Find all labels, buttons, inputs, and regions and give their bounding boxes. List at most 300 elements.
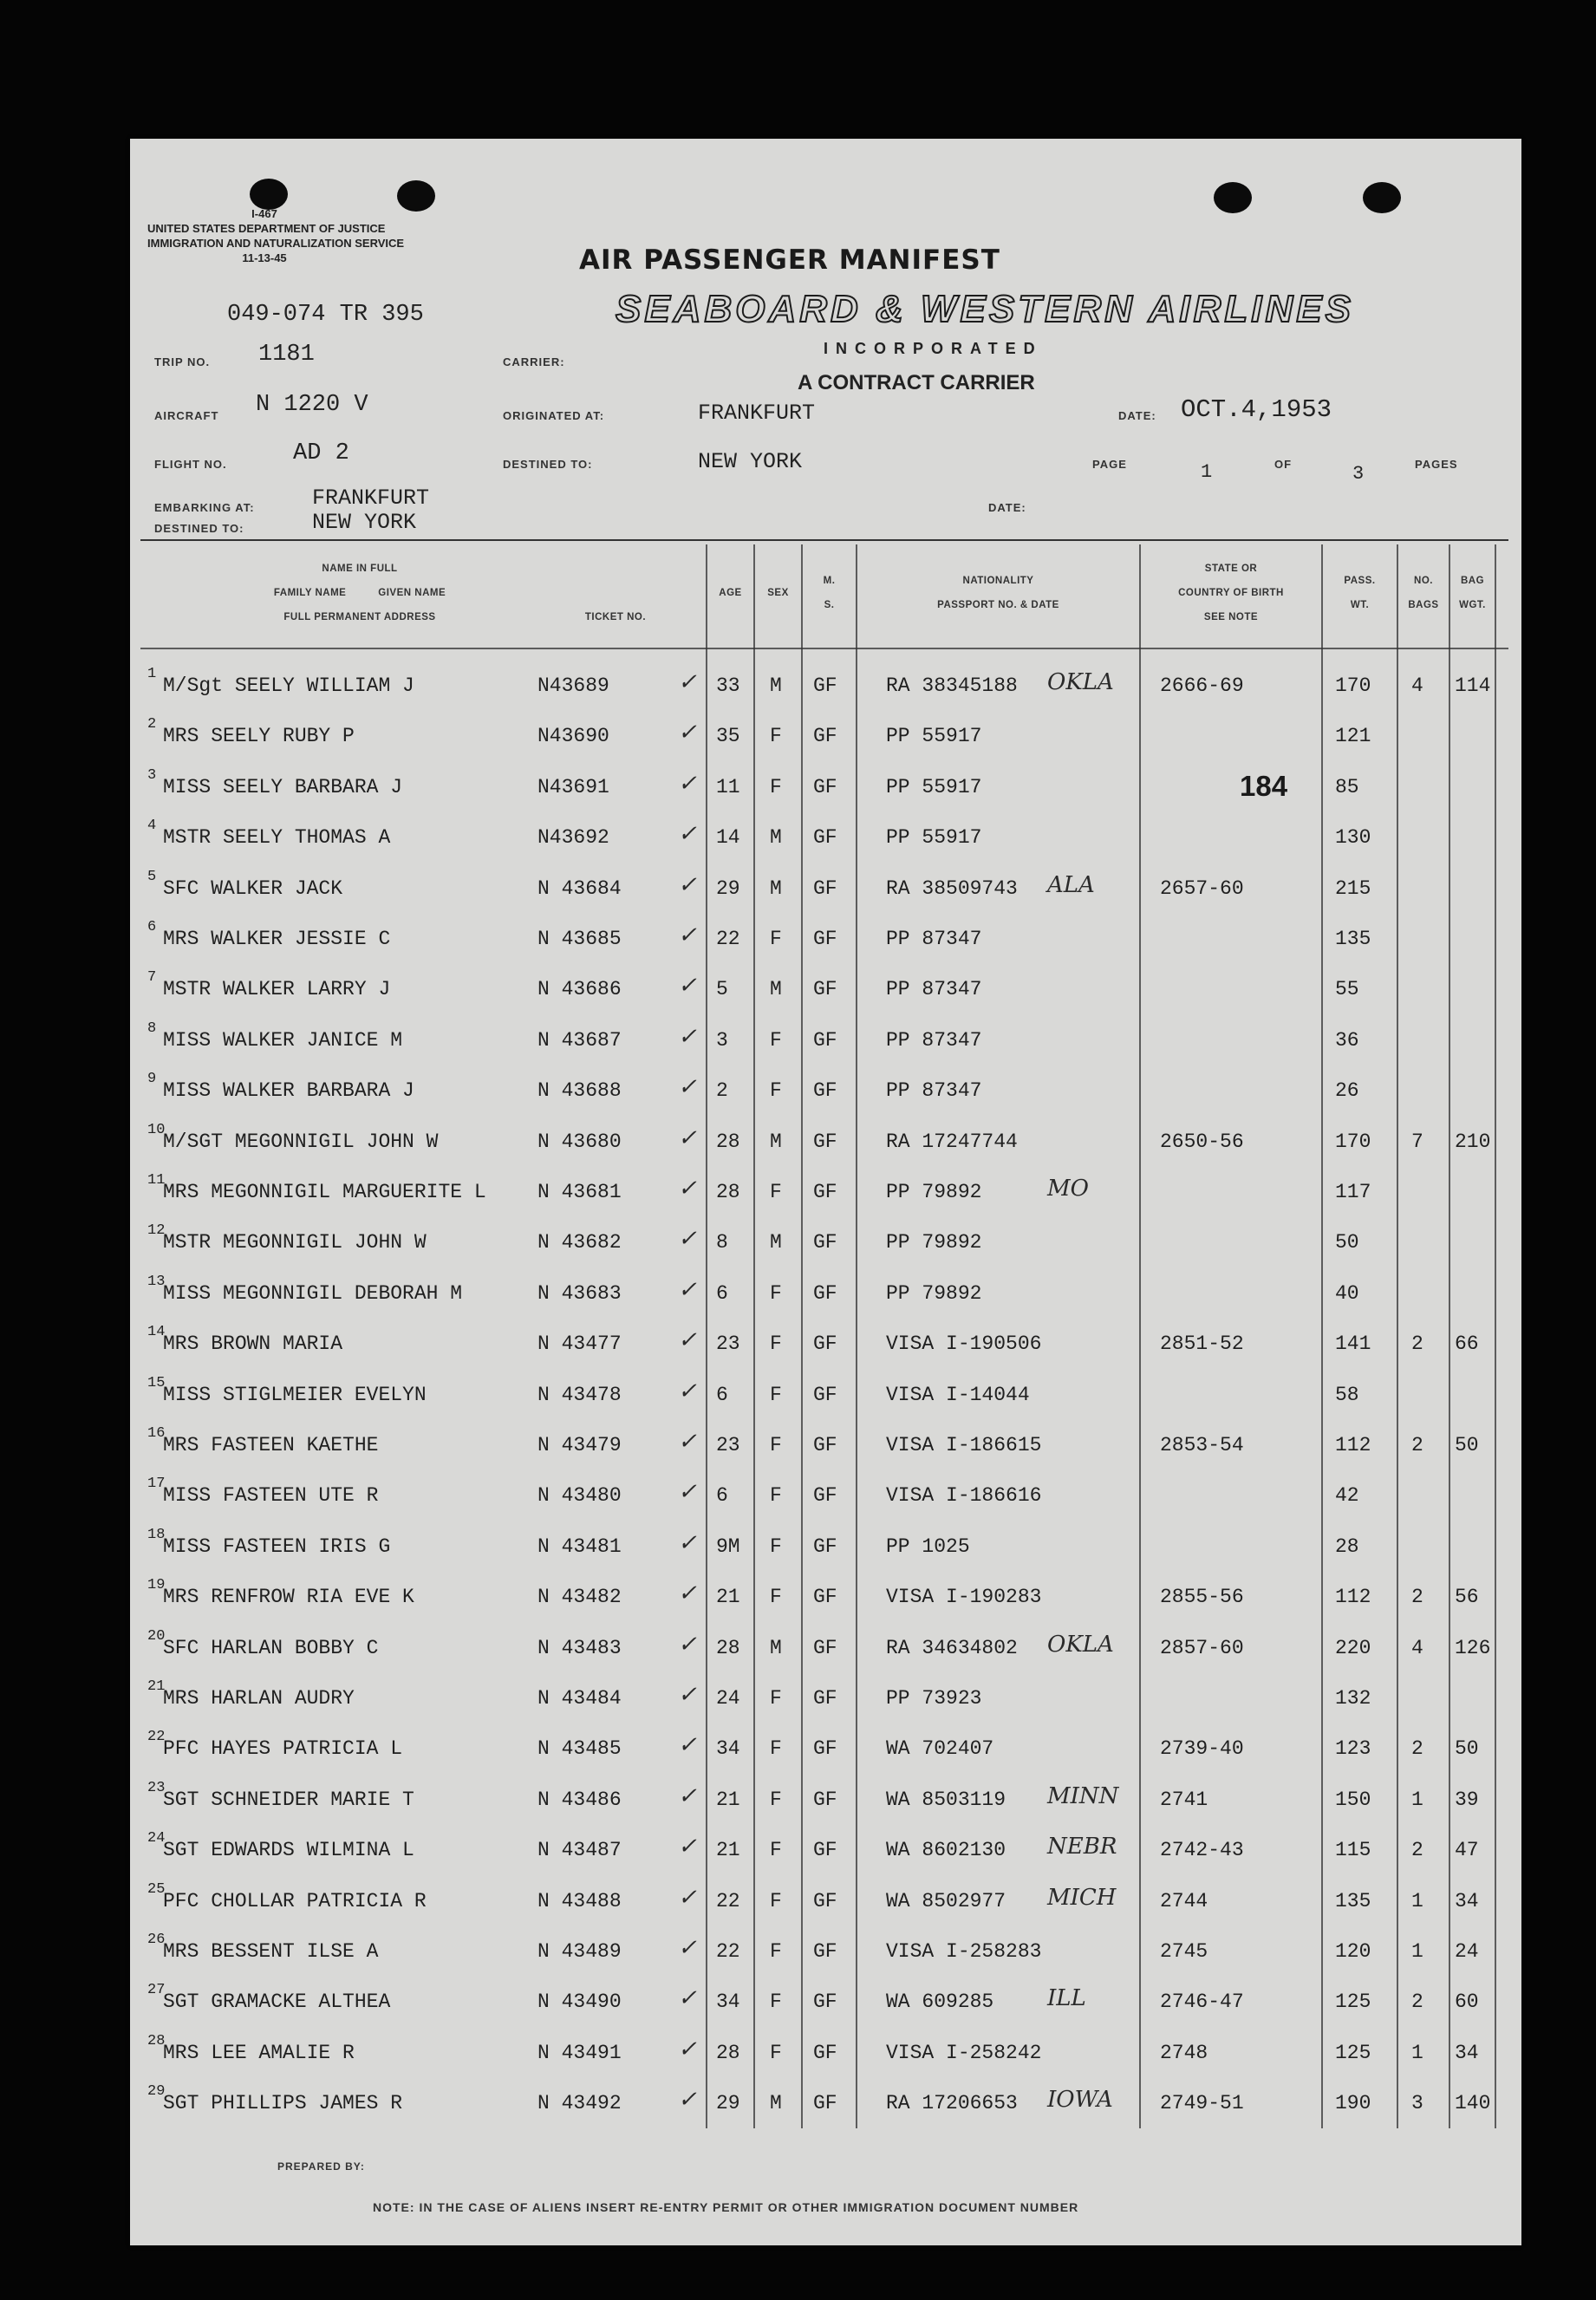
check-mark-icon: ✓ — [678, 1529, 697, 1556]
sex: M — [770, 674, 782, 697]
passenger-name: MRS FASTEEN KAETHE — [163, 1434, 379, 1456]
embarking-at-value: FRANKFURT — [312, 485, 430, 511]
sex: M — [770, 1231, 782, 1254]
passenger-name: SGT EDWARDS WILMINA L — [163, 1839, 414, 1862]
passport-number: VISA I-186615 — [886, 1434, 1042, 1456]
ticket-number: N 43684 — [537, 876, 622, 900]
passenger-weight: 58 — [1335, 1383, 1359, 1406]
row-number: 29 — [147, 2083, 166, 2101]
check-mark-icon: ✓ — [678, 1682, 697, 1708]
col-header-ms-line2: S. — [824, 600, 835, 610]
sex: F — [770, 1332, 782, 1356]
sex: F — [770, 1586, 782, 1609]
passenger-name: MISS MEGONNIGIL DEBORAH M — [163, 1281, 463, 1305]
passport-number: PP 79892 — [886, 1231, 982, 1254]
passenger-name: SFC WALKER JACK — [163, 876, 343, 900]
marital-status: GF — [813, 1586, 837, 1609]
bag-weight: 114 — [1455, 674, 1491, 697]
row-number: 25 — [147, 1880, 166, 1898]
check-mark-icon: ✓ — [678, 1124, 697, 1151]
of-pages-value: 3 — [1352, 463, 1365, 485]
birth-record: 2666-69 — [1160, 674, 1244, 697]
bag-count: 2 — [1411, 1737, 1423, 1761]
passenger-weight: 40 — [1335, 1281, 1359, 1305]
row-number: 20 — [147, 1627, 166, 1645]
birth-record: 2742-43 — [1160, 1839, 1244, 1862]
passenger-weight: 36 — [1335, 1028, 1359, 1052]
row-number: 19 — [147, 1577, 166, 1594]
passenger-name: MISS FASTEEN UTE R — [163, 1484, 379, 1508]
passenger-name: MRS HARLAN AUDRY — [163, 1687, 355, 1710]
ticket-number: N 43478 — [537, 1383, 622, 1406]
check-mark-icon: ✓ — [678, 669, 697, 695]
handwritten-state: ILL — [1047, 1985, 1086, 2012]
passenger-weight: 125 — [1335, 1991, 1371, 2014]
row-number: 5 — [147, 868, 157, 885]
marital-status: GF — [813, 1889, 837, 1912]
aircraft-label: AIRCRAFT — [154, 409, 219, 422]
bag-weight: 34 — [1455, 2041, 1479, 2064]
passenger-weight: 141 — [1335, 1332, 1371, 1356]
passenger-weight: 112 — [1335, 1586, 1371, 1609]
passenger-weight: 112 — [1335, 1434, 1371, 1456]
passenger-weight: 170 — [1335, 1130, 1371, 1153]
sex: F — [770, 1687, 782, 1710]
row-number: 15 — [147, 1374, 166, 1391]
bag-weight: 50 — [1455, 1434, 1479, 1456]
embarking-at-label: EMBARKING AT: — [154, 501, 255, 514]
sex: M — [770, 1636, 782, 1659]
page-label: PAGE — [1092, 458, 1127, 471]
age: 28 — [716, 1181, 740, 1203]
ticket-number: N 43685 — [537, 928, 622, 950]
col-header-sex: SEX — [767, 588, 789, 598]
bag-count: 1 — [1411, 1940, 1423, 1963]
contract-carrier-label: A CONTRACT CARRIER — [798, 371, 1035, 394]
page-value: 1 — [1201, 461, 1213, 483]
ticket-number: N 43683 — [537, 1281, 622, 1305]
check-mark-icon: ✓ — [678, 770, 697, 797]
passenger-name: MRS LEE AMALIE R — [163, 2041, 355, 2064]
col-header-name — [217, 557, 503, 629]
check-mark-icon: ✓ — [678, 1479, 697, 1506]
passport-number: VISA I-190506 — [886, 1332, 1042, 1356]
birth-record: 2657-60 — [1160, 876, 1244, 900]
sex: F — [770, 1281, 782, 1305]
passenger-weight: 132 — [1335, 1687, 1371, 1710]
check-mark-icon: ✓ — [678, 821, 697, 848]
handwritten-state: MICH — [1047, 1884, 1117, 1911]
col-header-bag-wt — [1449, 569, 1495, 617]
sex: F — [770, 1434, 782, 1456]
bag-count: 2 — [1411, 1991, 1423, 2014]
of-label: OF — [1274, 458, 1293, 471]
passport-number: PP 1025 — [886, 1534, 970, 1558]
marital-status: GF — [813, 1130, 837, 1153]
bag-count: 2 — [1411, 1586, 1423, 1609]
passenger-name: MSTR MEGONNIGIL JOHN W — [163, 1231, 427, 1254]
age: 34 — [716, 1737, 740, 1761]
age: 9M — [716, 1534, 740, 1558]
age: 24 — [716, 1687, 740, 1710]
passenger-name: M/SGT MEGONNIGIL JOHN W — [163, 1130, 439, 1153]
date-value: OCT.4,1953 — [1181, 395, 1332, 424]
row-number: 1 — [147, 666, 157, 682]
col-header-nationality-line1: NATIONALITY — [962, 576, 1034, 586]
passenger-name: M/Sgt SEELY WILLIAM J — [163, 674, 414, 697]
sex: M — [770, 978, 782, 1001]
check-mark-icon: ✓ — [678, 1074, 697, 1101]
marital-status: GF — [813, 2041, 837, 2064]
bag-weight: 24 — [1455, 1940, 1479, 1963]
passport-number: VISA I-258242 — [886, 2041, 1042, 2064]
check-mark-icon: ✓ — [678, 1429, 697, 1455]
row-number: 22 — [147, 1729, 166, 1746]
check-mark-icon: ✓ — [678, 1884, 697, 1911]
bag-count: 7 — [1411, 1130, 1423, 1153]
trip-no-label: TRIP NO. — [154, 355, 211, 368]
age: 21 — [716, 1586, 740, 1609]
passenger-name: MISS FASTEEN IRIS G — [163, 1534, 391, 1558]
passenger-name: MSTR WALKER LARRY J — [163, 978, 391, 1001]
row-number: 2 — [147, 716, 157, 733]
birth-record: 2853-54 — [1160, 1434, 1244, 1456]
passenger-weight: 28 — [1335, 1534, 1359, 1558]
bag-weight: 60 — [1455, 1991, 1479, 2014]
check-mark-icon: ✓ — [678, 1226, 697, 1253]
manifest-sheet — [130, 139, 1521, 2245]
passenger-weight: 117 — [1335, 1181, 1371, 1203]
birth-record: 2741 — [1160, 1788, 1208, 1811]
row-number: 13 — [147, 1273, 166, 1290]
passport-number: RA 38345188 — [886, 674, 1018, 697]
handwritten-state: MO — [1047, 1176, 1089, 1202]
bag-weight: 47 — [1455, 1839, 1479, 1862]
bag-weight: 39 — [1455, 1788, 1479, 1811]
check-mark-icon: ✓ — [678, 1176, 697, 1202]
bag-weight: 140 — [1455, 2092, 1491, 2115]
passenger-name: MISS SEELY BARBARA J — [163, 775, 403, 798]
ticket-number: N43689 — [537, 674, 609, 697]
check-mark-icon: ✓ — [678, 871, 697, 898]
row-number: 6 — [147, 919, 157, 935]
sex: F — [770, 1181, 782, 1203]
bag-count: 1 — [1411, 1788, 1423, 1811]
passport-number: PP 55917 — [886, 775, 982, 798]
col-header-birth-line3: SEE NOTE — [1203, 612, 1259, 622]
check-mark-icon: ✓ — [678, 1327, 697, 1354]
bag-count: 2 — [1411, 1839, 1423, 1862]
ticket-number: N 43480 — [537, 1484, 622, 1508]
sex: M — [770, 1130, 782, 1153]
row-number: 24 — [147, 1830, 166, 1847]
check-mark-icon: ✓ — [678, 2036, 697, 2062]
age: 14 — [716, 826, 740, 850]
ticket-number: N 43485 — [537, 1737, 622, 1761]
marital-status: GF — [813, 1079, 837, 1103]
passport-number: VISA I-190283 — [886, 1586, 1042, 1609]
marital-status: GF — [813, 1788, 837, 1811]
passport-number: PP 73923 — [886, 1687, 982, 1710]
passenger-weight: 121 — [1335, 725, 1371, 748]
row-number: 3 — [147, 766, 157, 784]
row-number: 7 — [147, 969, 157, 987]
ticket-number: N 43686 — [537, 978, 622, 1001]
birth-record: 2748 — [1160, 2041, 1208, 2064]
passenger-weight: 170 — [1335, 674, 1371, 697]
sex: F — [770, 1991, 782, 2014]
marital-status: GF — [813, 674, 837, 697]
passenger-weight: 50 — [1335, 1231, 1359, 1254]
passport-number: RA 34634802 — [886, 1636, 1018, 1659]
col-header-birth-line2: COUNTRY OF BIRTH — [1178, 588, 1284, 598]
ticket-number: N 43682 — [537, 1231, 622, 1254]
sex: F — [770, 775, 782, 798]
bag-count: 1 — [1411, 2041, 1423, 2064]
row-number: 10 — [147, 1121, 166, 1138]
birth-record: 2857-60 — [1160, 1636, 1244, 1659]
reference-number: 049-074 TR 395 — [227, 302, 424, 328]
marital-status: GF — [813, 775, 837, 798]
birth-record: 2650-56 — [1160, 1130, 1244, 1153]
check-mark-icon: ✓ — [678, 1732, 697, 1759]
ticket-number: N 43680 — [537, 1130, 622, 1153]
passport-number: PP 87347 — [886, 928, 982, 950]
ticket-number: N 43492 — [537, 2092, 622, 2115]
passport-number: WA 8602130 — [886, 1839, 1006, 1862]
handwritten-state: MINN — [1047, 1782, 1119, 1809]
incorporated-label: INCORPORATED — [824, 340, 1043, 357]
sex: F — [770, 2041, 782, 2064]
agency-line-1: UNITED STATES DEPARTMENT OF JUSTICE — [147, 222, 386, 235]
check-mark-icon: ✓ — [678, 1580, 697, 1607]
sex: F — [770, 1534, 782, 1558]
passport-number: VISA I-186616 — [886, 1484, 1042, 1508]
marital-status: GF — [813, 1484, 837, 1508]
date-label: DATE: — [1118, 409, 1156, 422]
passport-number: VISA I-14044 — [886, 1383, 1030, 1406]
marital-status: GF — [813, 1737, 837, 1761]
age: 35 — [716, 725, 740, 748]
passport-number: PP 87347 — [886, 1079, 982, 1103]
destined-to-label: DESTINED TO: — [503, 458, 593, 471]
row-number: 16 — [147, 1425, 166, 1442]
marital-status: GF — [813, 1534, 837, 1558]
sex: M — [770, 876, 782, 900]
row-number: 11 — [147, 1172, 166, 1189]
handwritten-state: ALA — [1047, 871, 1095, 898]
trip-no-value: 1181 — [258, 342, 315, 368]
birth-record: 2855-56 — [1160, 1586, 1244, 1609]
prepared-by-label: PREPARED BY: — [277, 2160, 365, 2173]
bag-weight: 126 — [1455, 1636, 1491, 1659]
flight-no-value: AD 2 — [293, 440, 349, 466]
passenger-name: MISS WALKER JANICE M — [163, 1028, 403, 1052]
ticket-number: N 43477 — [537, 1332, 622, 1356]
ticket-number: N 43482 — [537, 1586, 622, 1609]
handwritten-state: IOWA — [1047, 2087, 1113, 2114]
passenger-weight: 215 — [1335, 876, 1371, 900]
passenger-weight: 123 — [1335, 1737, 1371, 1761]
col-header-ms-line1: M. — [823, 576, 836, 586]
col-header-name-line1: NAME IN FULL — [322, 564, 398, 574]
bag-weight: 56 — [1455, 1586, 1479, 1609]
marital-status: GF — [813, 1231, 837, 1254]
sex: F — [770, 1028, 782, 1052]
passenger-name: MISS WALKER BARBARA J — [163, 1079, 414, 1103]
age: 34 — [716, 1991, 740, 2014]
row-number: 17 — [147, 1476, 166, 1493]
passenger-weight: 150 — [1335, 1788, 1371, 1811]
marital-status: GF — [813, 876, 837, 900]
col-header-pass-wt-line1: PASS. — [1344, 576, 1376, 586]
check-mark-icon: ✓ — [678, 1782, 697, 1809]
row-number: 28 — [147, 2032, 166, 2049]
col-header-nationality — [857, 569, 1140, 617]
manifest-title: AIR PASSENGER MANIFEST — [579, 244, 1000, 276]
age: 6 — [716, 1383, 728, 1406]
passenger-name: SGT GRAMACKE ALTHEA — [163, 1991, 391, 2014]
sex: M — [770, 826, 782, 850]
marital-status: GF — [813, 1940, 837, 1963]
check-mark-icon: ✓ — [678, 1935, 697, 1961]
passenger-weight: 26 — [1335, 1079, 1359, 1103]
ticket-number: N 43483 — [537, 1636, 622, 1659]
marital-status: GF — [813, 1028, 837, 1052]
row-number: 26 — [147, 1932, 166, 1948]
passport-number: RA 17206653 — [886, 2092, 1018, 2115]
passport-number: PP 87347 — [886, 978, 982, 1001]
col-header-pass-wt-line2: WT. — [1350, 600, 1370, 610]
age: 23 — [716, 1434, 740, 1456]
row-number: 8 — [147, 1020, 157, 1037]
row-number: 27 — [147, 1982, 166, 1999]
marital-status: GF — [813, 725, 837, 748]
age: 21 — [716, 1839, 740, 1862]
row-number: 14 — [147, 1324, 166, 1341]
passenger-weight: 130 — [1335, 826, 1371, 850]
bag-count: 4 — [1411, 674, 1423, 697]
airline-name: SEABOARD & WESTERN AIRLINES — [616, 288, 1354, 330]
passenger-name: MRS BROWN MARIA — [163, 1332, 343, 1356]
handwritten-state: OKLA — [1047, 669, 1114, 695]
age: 6 — [716, 1281, 728, 1305]
carrier-label: CARRIER: — [503, 355, 565, 368]
passenger-weight: 55 — [1335, 978, 1359, 1001]
col-header-pass-wt — [1322, 569, 1397, 617]
ticket-number: N 43479 — [537, 1434, 622, 1456]
destined-to-2-value: NEW YORK — [312, 510, 417, 535]
col-header-age: AGE — [719, 588, 742, 598]
stamped-number: 184 — [1240, 770, 1288, 802]
passenger-name: MRS WALKER JESSIE C — [163, 928, 391, 950]
bag-weight: 34 — [1455, 1889, 1479, 1912]
check-mark-icon: ✓ — [678, 720, 697, 746]
sex: F — [770, 1484, 782, 1508]
age: 29 — [716, 876, 740, 900]
age: 3 — [716, 1028, 728, 1052]
passenger-name: PFC HAYES PATRICIA L — [163, 1737, 403, 1761]
age: 5 — [716, 978, 728, 1001]
row-number: 12 — [147, 1222, 166, 1240]
marital-status: GF — [813, 1991, 837, 2014]
col-header-bags-line1: NO. — [1414, 576, 1433, 586]
sex: F — [770, 1737, 782, 1761]
check-mark-icon: ✓ — [678, 2087, 697, 2114]
passport-number: PP 55917 — [886, 826, 982, 850]
form-number: I-467 — [251, 207, 277, 220]
ticket-number: N 43681 — [537, 1181, 622, 1203]
col-header-birth-line1: STATE OR — [1204, 564, 1258, 574]
age: 22 — [716, 1889, 740, 1912]
bag-count: 2 — [1411, 1434, 1423, 1456]
col-header-birth — [1140, 557, 1322, 629]
check-mark-icon: ✓ — [678, 1834, 697, 1860]
age: 28 — [716, 1636, 740, 1659]
marital-status: GF — [813, 1181, 837, 1203]
marital-status: GF — [813, 1434, 837, 1456]
check-mark-icon: ✓ — [678, 922, 697, 948]
marital-status: GF — [813, 1332, 837, 1356]
destined-to-value: NEW YORK — [698, 449, 803, 474]
flight-no-label: FLIGHT NO. — [154, 458, 227, 471]
ticket-number: N 43489 — [537, 1940, 622, 1963]
check-mark-icon: ✓ — [678, 1631, 697, 1658]
originated-at-label: ORIGINATED AT: — [503, 409, 605, 422]
passport-number: RA 17247744 — [886, 1130, 1018, 1153]
bag-weight: 66 — [1455, 1332, 1479, 1356]
age: 2 — [716, 1079, 728, 1103]
passenger-weight: 120 — [1335, 1940, 1371, 1963]
birth-record: 2749-51 — [1160, 2092, 1244, 2115]
row-number: 4 — [147, 818, 157, 835]
passenger-weight: 190 — [1335, 2092, 1371, 2115]
ticket-number: N 43481 — [537, 1534, 622, 1558]
destined-to-2-label: DESTINED TO: — [154, 522, 244, 535]
marital-status: GF — [813, 2092, 837, 2115]
ticket-number: N 43484 — [537, 1687, 622, 1710]
ticket-number: N 43491 — [537, 2041, 622, 2064]
ticket-number: N 43490 — [537, 1991, 622, 2014]
footer-note: NOTE: IN THE CASE OF ALIENS INSERT RE-ENTRY PERMIT OR OTHER IMMIGRATION DOCUMENT NUMBER — [373, 2200, 1079, 2214]
date-2-label: DATE: — [988, 501, 1026, 514]
bag-weight: 210 — [1455, 1130, 1491, 1153]
age: 21 — [716, 1788, 740, 1811]
sex: F — [770, 1079, 782, 1103]
passport-number: WA 609285 — [886, 1991, 994, 2014]
col-header-bag-wt-line2: WGT. — [1459, 600, 1486, 610]
passenger-weight: 115 — [1335, 1839, 1371, 1862]
age: 28 — [716, 1130, 740, 1153]
col-header-ticket: TICKET NO. — [584, 612, 647, 622]
passport-number: WA 8503119 — [886, 1788, 1006, 1811]
age: 29 — [716, 2092, 740, 2115]
bag-count: 2 — [1411, 1332, 1423, 1356]
passport-number: PP 55917 — [886, 725, 982, 748]
passenger-weight: 85 — [1335, 775, 1359, 798]
birth-record: 2851-52 — [1160, 1332, 1244, 1356]
passenger-name: MRS SEELY RUBY P — [163, 725, 355, 748]
check-mark-icon: ✓ — [678, 1985, 697, 2012]
passport-number: WA 702407 — [886, 1737, 994, 1761]
passport-number: PP 87347 — [886, 1028, 982, 1052]
marital-status: GF — [813, 1636, 837, 1659]
bag-weight: 50 — [1455, 1737, 1479, 1761]
sex: F — [770, 1839, 782, 1862]
passport-number: PP 79892 — [886, 1181, 982, 1203]
marital-status: GF — [813, 1687, 837, 1710]
passport-number: PP 79892 — [886, 1281, 982, 1305]
